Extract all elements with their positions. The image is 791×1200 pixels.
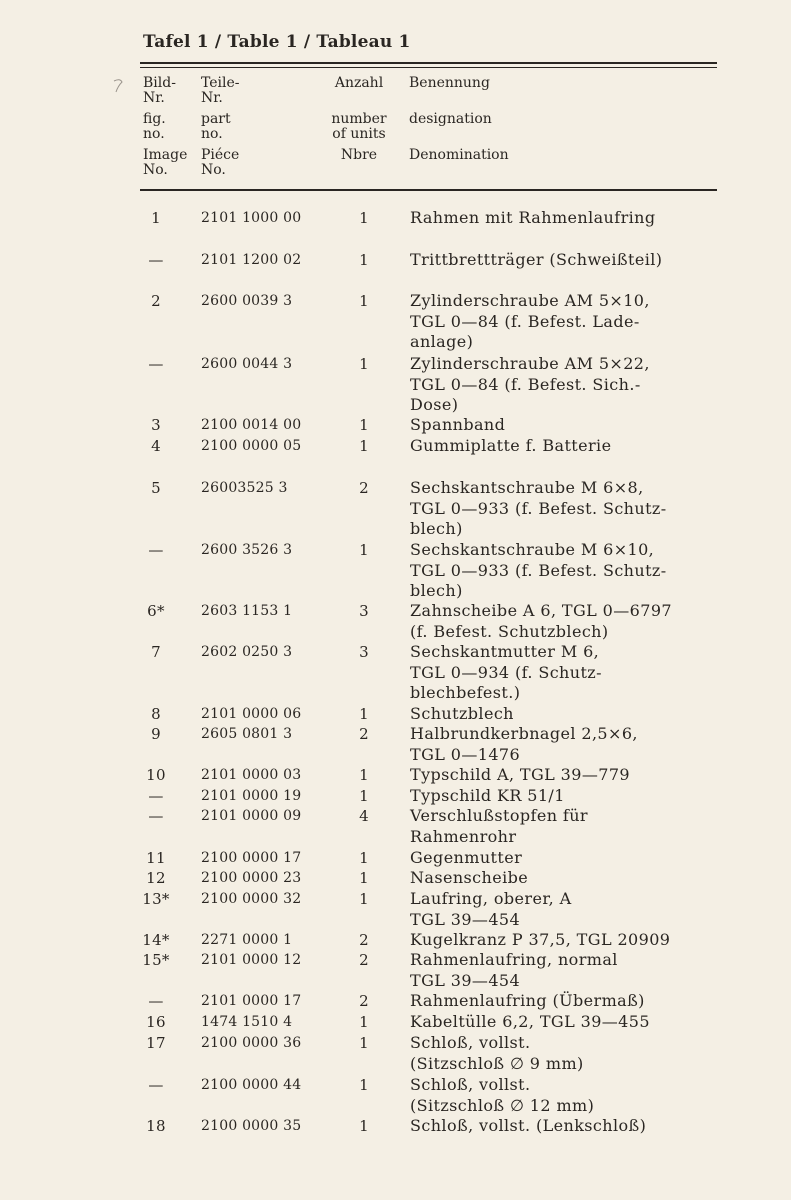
pencil-mark-icon bbox=[112, 78, 126, 94]
quantity: 1 bbox=[359, 541, 369, 559]
designation bbox=[410, 540, 730, 602]
designation bbox=[410, 642, 730, 704]
part-number: 2101 1200 02 bbox=[201, 252, 302, 268]
designation bbox=[410, 1075, 730, 1116]
part-number: 2101 0000 06 bbox=[201, 706, 302, 722]
designation-line: TGL 0—933 (f. Befest. Schutz- bbox=[410, 498, 667, 518]
quantity: 1 bbox=[359, 869, 369, 887]
quantity: 1 bbox=[359, 705, 369, 723]
fig-number: 18 bbox=[146, 1117, 166, 1135]
part-number: 2100 0014 00 bbox=[201, 417, 302, 433]
fig-number: — bbox=[148, 787, 164, 805]
designation bbox=[410, 889, 730, 930]
fig-number: 9 bbox=[151, 725, 161, 743]
qty-header: Anzahl bbox=[334, 75, 384, 91]
header-rule-top bbox=[140, 62, 717, 64]
designation-line: TGL 39—454 bbox=[410, 970, 521, 990]
designation bbox=[410, 991, 730, 1012]
fig-number: — bbox=[148, 807, 164, 825]
designation-line: (f. Befest. Schutzblech) bbox=[410, 621, 609, 641]
designation-line: Verschlußstopfen für bbox=[410, 806, 588, 825]
fig-header: Image No. bbox=[143, 147, 188, 178]
designation bbox=[410, 806, 730, 847]
part-number: 2100 0000 23 bbox=[201, 870, 302, 886]
designation-line: TGL 0—933 (f. Befest. Schutz- bbox=[410, 560, 667, 580]
header-rule-bottom bbox=[140, 189, 717, 191]
designation bbox=[410, 1012, 730, 1033]
quantity: 2 bbox=[359, 951, 369, 969]
fig-number: — bbox=[148, 1076, 164, 1094]
designation-line: (Sitzschloß ∅ 9 mm) bbox=[410, 1053, 584, 1073]
quantity: 3 bbox=[359, 602, 369, 620]
quantity: 2 bbox=[359, 931, 369, 949]
fig-number: 16 bbox=[146, 1013, 166, 1031]
desc-header: Benennung bbox=[409, 75, 490, 91]
quantity: 1 bbox=[359, 1076, 369, 1094]
designation-line: Rahmenrohr bbox=[410, 826, 517, 846]
designation-line: Sechskantmutter M 6, bbox=[410, 642, 600, 661]
fig-header: fig. no. bbox=[143, 111, 166, 142]
quantity: 4 bbox=[359, 807, 369, 825]
quantity: 1 bbox=[359, 1117, 369, 1135]
part-number: 2100 0000 36 bbox=[201, 1035, 302, 1051]
fig-number: 6* bbox=[147, 602, 165, 620]
quantity: 3 bbox=[359, 643, 369, 661]
quantity: 1 bbox=[359, 890, 369, 908]
designation bbox=[410, 478, 730, 540]
part-number: 26003525 3 bbox=[201, 480, 288, 496]
designation bbox=[410, 930, 730, 951]
fig-number: — bbox=[148, 541, 164, 559]
designation bbox=[410, 704, 730, 725]
designation bbox=[410, 250, 730, 271]
designation-line: Nasenscheibe bbox=[410, 868, 529, 887]
designation bbox=[410, 848, 730, 869]
part-number: 2100 0000 05 bbox=[201, 438, 302, 454]
quantity: 1 bbox=[359, 1013, 369, 1031]
designation bbox=[410, 208, 730, 229]
designation-line: Gegenmutter bbox=[410, 848, 523, 867]
designation-line: (Sitzschloß ∅ 12 mm) bbox=[410, 1095, 595, 1115]
fig-number: 11 bbox=[146, 849, 166, 867]
quantity: 1 bbox=[359, 251, 369, 269]
designation-line: TGL 0—84 (f. Befest. Lade- bbox=[410, 311, 640, 331]
designation-line: Zylinderschraube AM 5×22, bbox=[410, 354, 650, 373]
part-number: 2100 0000 35 bbox=[201, 1118, 302, 1134]
quantity: 1 bbox=[359, 787, 369, 805]
quantity: 1 bbox=[359, 766, 369, 784]
part-number: 2605 0801 3 bbox=[201, 726, 293, 742]
designation-line: TGL 0—934 (f. Schutz- bbox=[410, 662, 602, 682]
part-number: 2271 0000 1 bbox=[201, 932, 293, 948]
fig-number: — bbox=[148, 992, 164, 1010]
designation-line: Zahnscheibe A 6, TGL 0—6797 bbox=[410, 601, 672, 620]
designation-line: TGL 39—454 bbox=[410, 909, 521, 929]
designation-line: Rahmen mit Rahmenlaufring bbox=[410, 208, 656, 227]
designation-line: Rahmenlaufring, normal bbox=[410, 950, 618, 969]
part-number: 2603 1153 1 bbox=[201, 603, 293, 619]
part-header: part no. bbox=[201, 111, 231, 142]
quantity: 2 bbox=[359, 479, 369, 497]
designation bbox=[410, 601, 730, 642]
fig-number: — bbox=[148, 251, 164, 269]
quantity: 1 bbox=[359, 209, 369, 227]
designation-line: Gummiplatte f. Batterie bbox=[410, 436, 612, 455]
part-header: Piéce No. bbox=[201, 147, 240, 178]
designation-line: anlage) bbox=[410, 332, 474, 352]
designation-line: Schloß, vollst. (Lenkschloß) bbox=[410, 1116, 647, 1135]
designation-line: blechbefest.) bbox=[410, 683, 521, 703]
designation-line: Typschild KR 51/1 bbox=[410, 786, 565, 805]
quantity: 1 bbox=[359, 355, 369, 373]
designation-line: Halbrundkerbnagel 2,5×6, bbox=[410, 724, 638, 743]
quantity: 1 bbox=[359, 292, 369, 310]
designation bbox=[410, 1033, 730, 1074]
designation-line: Schutzblech bbox=[410, 704, 514, 723]
fig-number: 10 bbox=[146, 766, 166, 784]
part-number: 2100 0000 32 bbox=[201, 891, 302, 907]
fig-number: 17 bbox=[146, 1034, 166, 1052]
fig-number: 7 bbox=[151, 643, 161, 661]
part-number: 2101 0000 03 bbox=[201, 767, 302, 783]
part-number: 2100 0000 17 bbox=[201, 850, 302, 866]
part-header: Teile- Nr. bbox=[201, 75, 240, 106]
header-rule-top-thin bbox=[140, 67, 717, 68]
designation bbox=[410, 1116, 730, 1137]
quantity: 1 bbox=[359, 1034, 369, 1052]
designation bbox=[410, 950, 730, 991]
fig-header: Bild- Nr. bbox=[143, 75, 176, 106]
part-number: 1474 1510 4 bbox=[201, 1014, 293, 1030]
designation bbox=[410, 354, 730, 416]
designation bbox=[410, 291, 730, 353]
designation-line: Laufring, oberer, A bbox=[410, 889, 572, 908]
quantity: 2 bbox=[359, 725, 369, 743]
fig-number: 8 bbox=[151, 705, 161, 723]
quantity: 1 bbox=[359, 416, 369, 434]
quantity: 1 bbox=[359, 437, 369, 455]
desc-header: Denomination bbox=[409, 147, 509, 163]
fig-number: 14* bbox=[142, 931, 170, 949]
designation-line: blech) bbox=[410, 519, 463, 539]
part-number: 2101 0000 12 bbox=[201, 952, 302, 968]
fig-number: 12 bbox=[146, 869, 166, 887]
part-number: 2600 0039 3 bbox=[201, 293, 293, 309]
part-number: 2600 3526 3 bbox=[201, 542, 293, 558]
part-number: 2101 1000 00 bbox=[201, 210, 302, 226]
designation-line: Spannband bbox=[410, 415, 506, 434]
fig-number: 1 bbox=[151, 209, 161, 227]
designation bbox=[410, 724, 730, 765]
quantity: 2 bbox=[359, 992, 369, 1010]
fig-number: 4 bbox=[151, 437, 161, 455]
fig-number: 2 bbox=[151, 292, 161, 310]
part-number: 2600 0044 3 bbox=[201, 356, 293, 372]
designation-line: Kabeltülle 6,2, TGL 39—455 bbox=[410, 1012, 650, 1031]
designation-line: Sechskantschraube M 6×10, bbox=[410, 540, 655, 559]
designation-line: blech) bbox=[410, 581, 463, 601]
fig-number: 13* bbox=[142, 890, 170, 908]
part-number: 2602 0250 3 bbox=[201, 644, 293, 660]
designation bbox=[410, 436, 730, 457]
designation bbox=[410, 786, 730, 807]
designation-line: Schloß, vollst. bbox=[410, 1033, 531, 1052]
designation bbox=[410, 868, 730, 889]
designation-line: TGL 0—1476 bbox=[410, 744, 521, 764]
part-number: 2100 0000 44 bbox=[201, 1077, 302, 1093]
designation-line: Dose) bbox=[410, 395, 459, 415]
part-number: 2101 0000 09 bbox=[201, 808, 302, 824]
fig-number: 5 bbox=[151, 479, 161, 497]
designation bbox=[410, 415, 730, 436]
designation-line: Rahmenlaufring (Übermaß) bbox=[410, 991, 645, 1010]
part-number: 2101 0000 17 bbox=[201, 993, 302, 1009]
part-number: 2101 0000 19 bbox=[201, 788, 302, 804]
designation-line: Zylinderschraube AM 5×10, bbox=[410, 291, 650, 310]
designation-line: Trittbrettträger (Schweißteil) bbox=[410, 250, 663, 269]
quantity: 1 bbox=[359, 849, 369, 867]
fig-number: 3 bbox=[151, 416, 161, 434]
designation-line: Sechskantschraube M 6×8, bbox=[410, 478, 644, 497]
qty-header: number of units bbox=[331, 111, 387, 142]
fig-number: 15* bbox=[142, 951, 170, 969]
designation-line: Typschild A, TGL 39—779 bbox=[410, 765, 630, 784]
fig-number: — bbox=[148, 355, 164, 373]
designation-line: Schloß, vollst. bbox=[410, 1075, 531, 1094]
page-title: Tafel 1 / Table 1 / Tableau 1 bbox=[143, 32, 411, 52]
designation-line: Kugelkranz P 37,5, TGL 20909 bbox=[410, 930, 671, 949]
desc-header: designation bbox=[409, 111, 492, 127]
qty-header: Nbre bbox=[340, 147, 378, 163]
designation-line: TGL 0—84 (f. Befest. Sich.- bbox=[410, 374, 641, 394]
designation bbox=[410, 765, 730, 786]
